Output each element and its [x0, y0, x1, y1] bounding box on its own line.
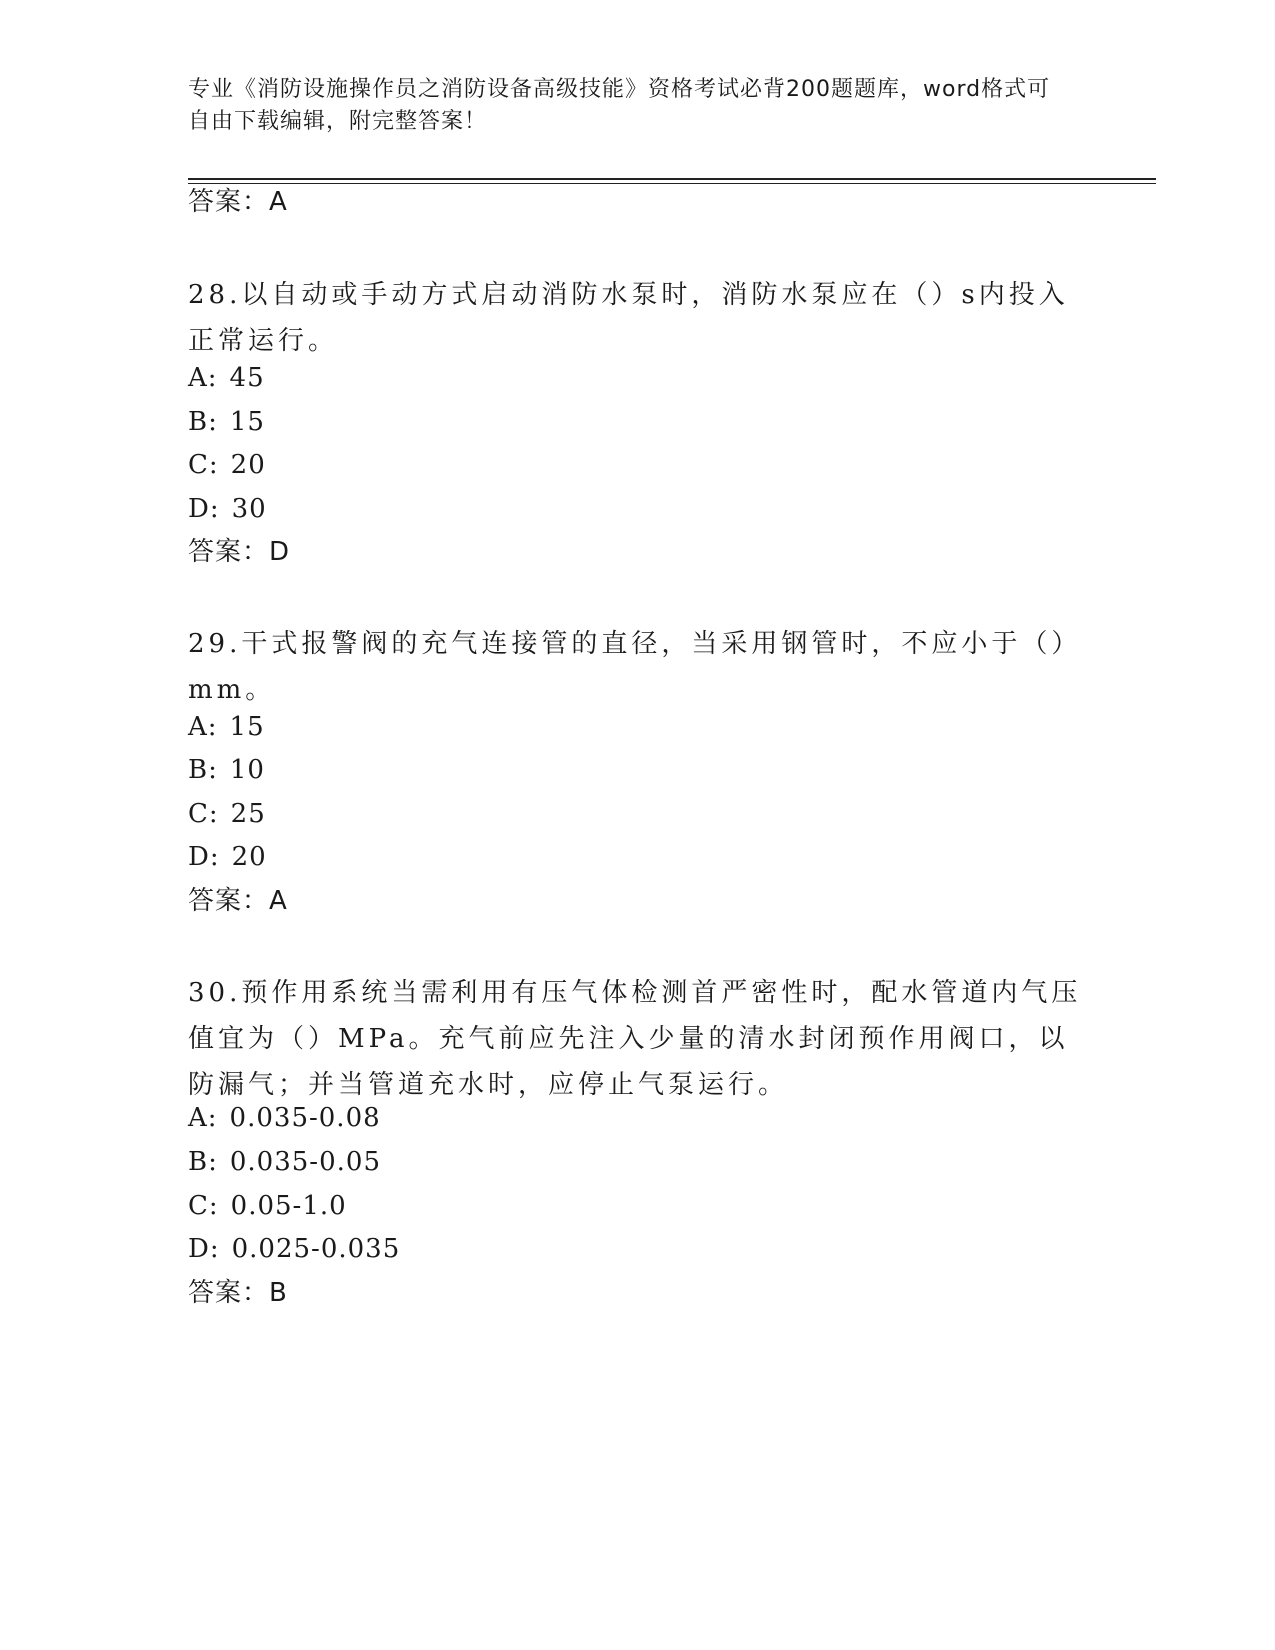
option-c: [188, 797, 266, 831]
option-value: 20: [230, 450, 266, 480]
option-key: D:: [188, 842, 220, 872]
option-value: 0.05-1.0: [230, 1191, 347, 1221]
option-key: D:: [188, 494, 220, 524]
answer: 答案：D: [188, 537, 291, 567]
option-key: A:: [188, 363, 218, 393]
option-value: 10: [229, 755, 265, 785]
option-c: [188, 448, 266, 482]
option-value: 20: [231, 842, 267, 872]
option-value: 0.035-0.05: [229, 1147, 381, 1177]
page-header: 专业《消防设施操作员之消防设备高级技能》资格考试必背200题题库，word格式可自由下载编辑，附完整答案！: [188, 77, 1051, 134]
option-b: [188, 1145, 381, 1179]
option-a: [188, 710, 265, 744]
option-value: 0.025-0.035: [231, 1234, 401, 1264]
option-key: C:: [188, 799, 219, 829]
answer: 答案：B: [188, 1278, 288, 1308]
option-b: [188, 753, 265, 787]
option-value: 25: [230, 799, 266, 829]
option-key: D:: [188, 1234, 220, 1264]
option-key: A:: [188, 1103, 218, 1133]
option-key: B:: [188, 1147, 218, 1177]
header-rule: [188, 178, 1156, 180]
option-value: 30: [231, 494, 267, 524]
option-a: [188, 361, 265, 395]
option-key: C:: [188, 1191, 219, 1221]
question-stem: 30.预作用系统当需利用有压气体检测首严密性时，配水管道内气压值宜为（）MPa。充气前应先注入少量的清水封闭预作用阀口，以防漏气；并当管道充水时，应停止气泵运行。: [188, 978, 1082, 1100]
option-key: B:: [188, 407, 218, 437]
option-value: 45: [229, 363, 265, 393]
option-b: [188, 405, 265, 439]
option-key: B:: [188, 755, 218, 785]
option-d: [188, 840, 267, 874]
option-key: A:: [188, 712, 218, 742]
option-key: C:: [188, 450, 219, 480]
option-d: [188, 1232, 400, 1266]
header-rule-thin: [188, 183, 1156, 184]
option-a: [188, 1101, 381, 1135]
question-stem: 28.以自动或手动方式启动消防水泵时，消防水泵应在（）s内投入正常运行。: [188, 280, 1069, 356]
option-c: [188, 1189, 347, 1223]
option-value: 15: [229, 712, 265, 742]
option-value: 15: [229, 407, 265, 437]
previous-answer: 答案：A: [188, 187, 288, 217]
answer: 答案：A: [188, 886, 288, 916]
option-value: 0.035-0.08: [229, 1103, 381, 1133]
question-stem: 29.干式报警阀的充气连接管的直径，当采用钢管时，不应小于（）mm。: [188, 629, 1082, 705]
option-d: [188, 492, 267, 526]
